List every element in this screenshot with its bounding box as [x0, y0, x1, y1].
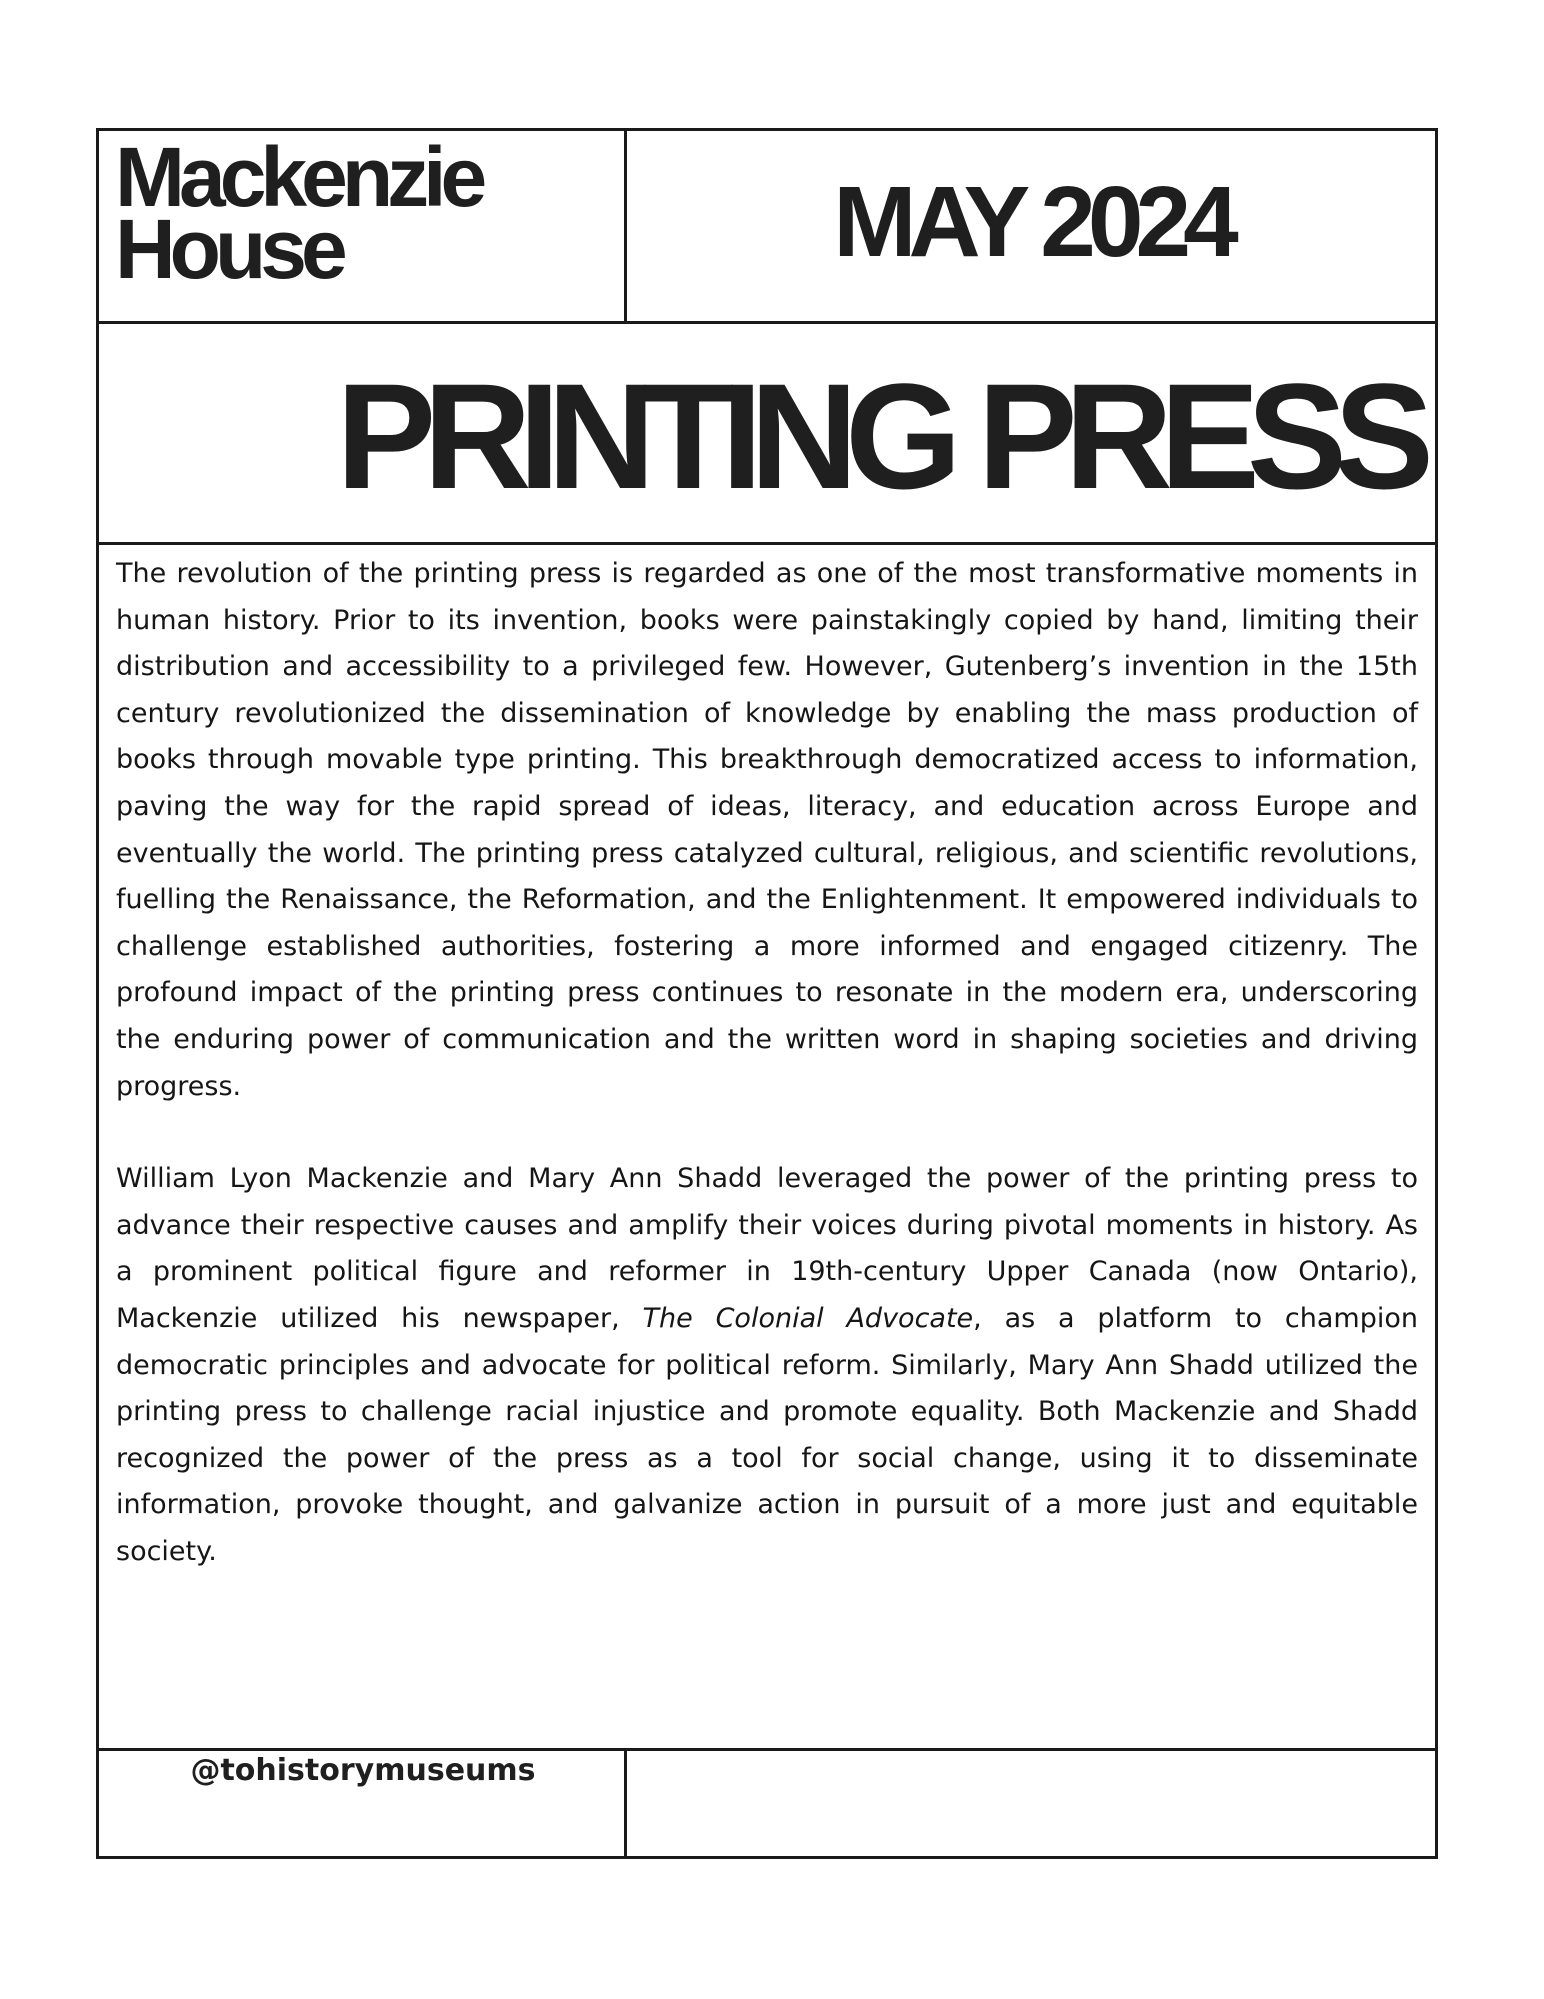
- paragraph-1: The revolution of the printing press is regarded as one of the most transformative moments in human history. Prior to its invention, books were painstakingly copied by hand, limiting their distribution and accessibility to a privileged few. However, Gutenberg’s invention in the 15th century revolutionized the dissemination of knowledge by enabling the mass production of books through movable type printing. This breakthrough democratized access to information, paving the way for the rapid spread of ideas, literacy, and education across Europe and eventually the world. The printing press catalyzed cultural, religious, and scientific revolutions, fuelling the Renaissance, the Reformation, and the Enlightenment. It empowered individuals to challenge established authorities, fostering a more informed and engaged citizenry. The profound impact of the printing press continues to resonate in the modern era, underscoring the enduring power of communication and the written word in shaping societies and driving progress.: [116, 558, 1418, 1102]
- social-handle: @tohistorymuseums: [190, 1753, 536, 1788]
- page-title: PRINTING PRESS: [336, 352, 1421, 520]
- header-divider: [99, 321, 1435, 324]
- issue-date: MAY 2024: [833, 166, 1231, 278]
- brand-line-2: House: [115, 202, 342, 296]
- paragraph-2: [116, 1156, 1418, 1575]
- paragraph-2-text-a: William Lyon Mackenzie and Mary Ann Shadd leveraged the power of the printing press to advance their respective causes and amplify their voices during pivotal moments in history. As a prominent political figure and reformer in 19th-century Upper Canada (now Ontario), Mackenzie utilized his newspaper,: [116, 1163, 1418, 1334]
- title-divider: [99, 542, 1435, 545]
- article-body: [116, 551, 1418, 1575]
- brand-name: [115, 130, 615, 296]
- newspaper-title: The Colonial Advocate: [642, 1302, 974, 1334]
- poster-frame: [96, 128, 1438, 1859]
- brand-line-1: Mackenzie: [115, 130, 482, 224]
- paragraph-2-text-b: , as a platform to champion democratic principles and advocate for political reform. Similarly, Mary Ann Shadd utilized the printing press to challenge racial injustice and promote equality. Both Mackenzie and Shadd recognized the power of the press as a tool for social change, using it to disseminate information, provoke thought, and galvanize action in pursuit of a more just and equitable society.: [116, 1302, 1418, 1567]
